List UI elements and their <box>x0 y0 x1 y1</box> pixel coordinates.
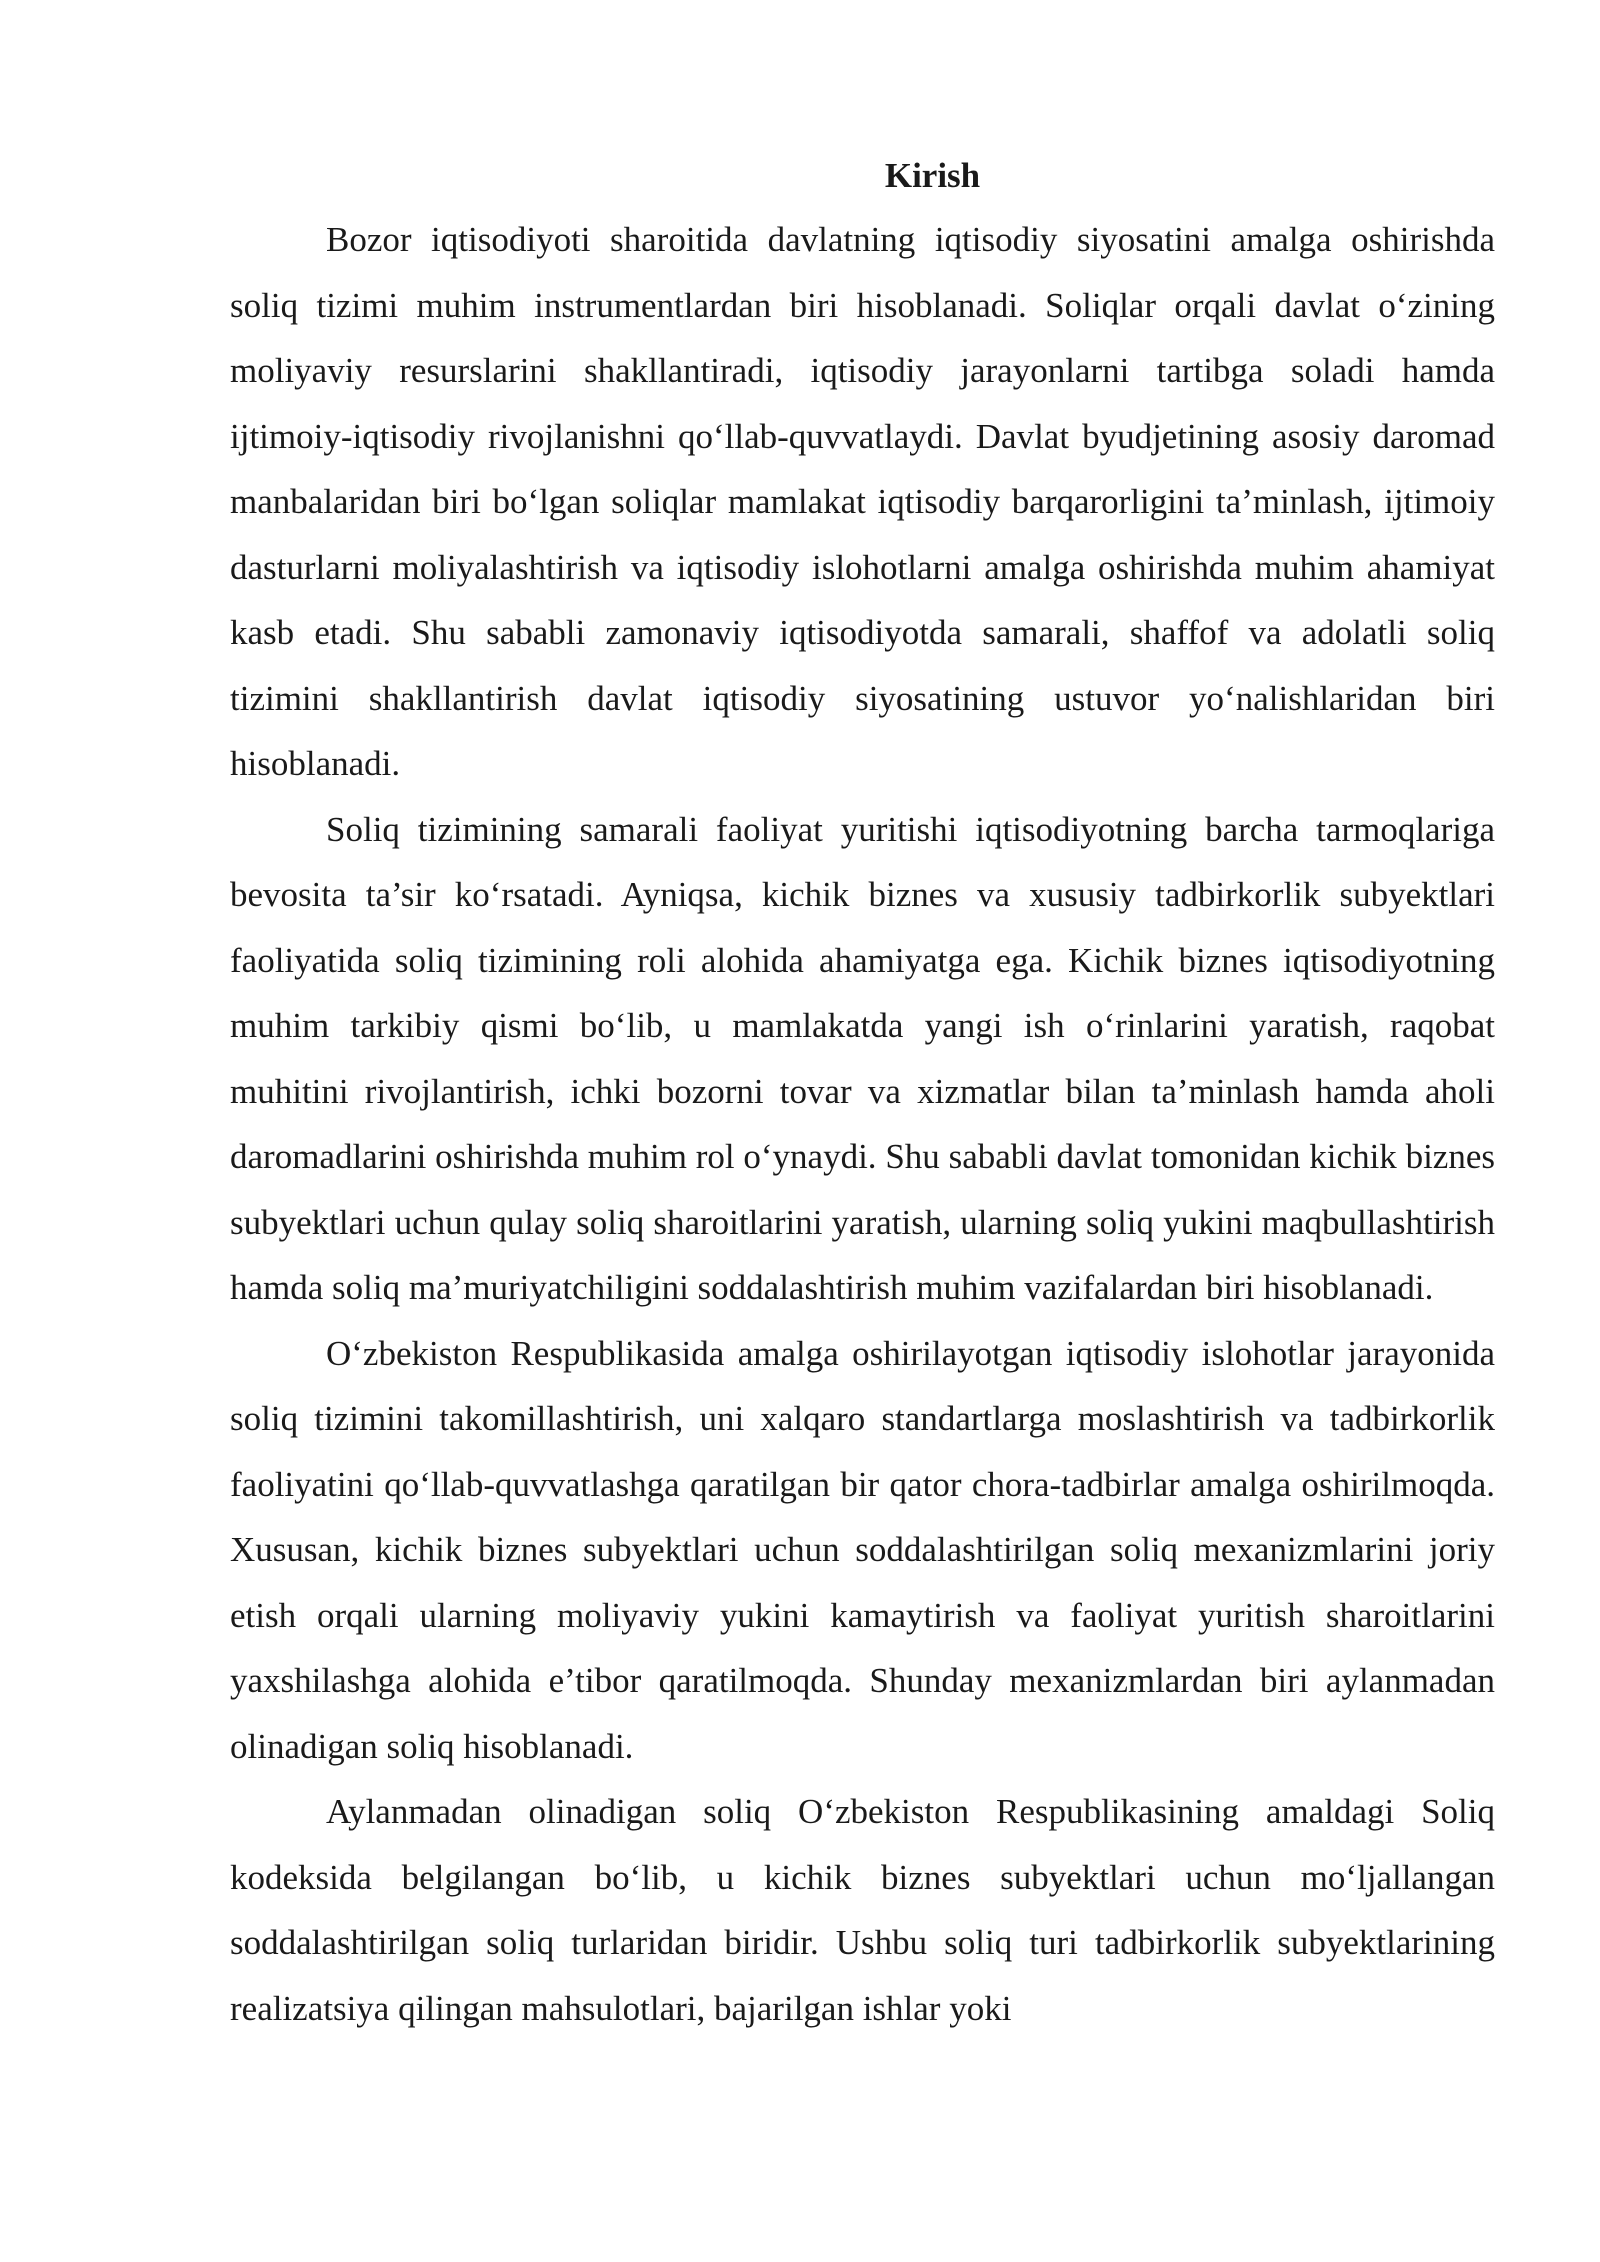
paragraph-4: Aylanmadan olinadigan soliq O‘zbekiston Respublikasining amaldagi Soliq kodeksida belgilangan bo‘lib, u kichik biznes subyektlari uchun mo‘ljallangan soddalashtirilgan soliq turlaridan biridir. Ushbu soliq turi tadbirkorlik subyektlarining realizatsiya qilingan mahsulotlari, bajarilgan ishlar yoki <box>230 1792 1495 2028</box>
paragraph-2: Soliq tizimining samarali faoliyat yuritishi iqtisodiyotning barcha tarmoqlariga bevosita ta’sir ko‘rsatadi. Ayniqsa, kichik biznes va xususiy tadbirkorlik subyektlari faoliyatida soliq tizimining roli alohida ahamiyatga ega. Kichik biznes iqtisodiyotning muhim tarkibiy qismi bo‘lib, u mamlakatda yangi ish o‘rinlarini yaratish, raqobat muhitini rivojlantirish, ichki bozorni tovar va xizmatlar bilan ta’minlash hamda aholi daromadlarini oshirishda muhim rol o‘ynaydi. Shu sababli davlat tomonidan kichik biznes subyektlari uchun qulay soliq sharoitlarini yaratish, ularning soliq yukini maqbullashtirish hamda soliq ma’muriyatchiligini soddalashtirish muhim vazifalardan biri hisoblanadi. <box>230 809 1495 1307</box>
paragraph-3: O‘zbekiston Respublikasida amalga oshirilayotgan iqtisodiy islohotlar jarayonida soliq tizimini takomillashtirish, uni xalqaro standartlarga moslashtirish va tadbirkorlik faoliyatini qo‘llab-quvvatlashga qaratilgan bir qator chora-tadbirlar amalga oshirilmoqda. Xususan, kichik biznes subyektlari uchun soddalashtirilgan soliq mexanizmlarini joriy etish orqali ularning moliyaviy yukini kamaytirish va faoliyat yuritish sharoitlarini yaxshilashga alohida e’tibor qaratilmoqda. Shunday mexanizmlardan biri aylanmadan olinadigan soliq hisoblanadi. <box>230 1333 1495 1766</box>
page-content <box>230 145 1495 2041</box>
paragraph-1: Bozor iqtisodiyoti sharoitida davlatning iqtisodiy siyosatini amalga oshirishda soliq tizimi muhim instrumentlardan biri hisoblanadi. Soliqlar orqali davlat o‘zining moliyaviy resurslarini shakllantiradi, iqtisodiy jarayonlarni tartibga soladi hamda ijtimoiy-iqtisodiy rivojlanishni qo‘llab-quvvatlaydi. Davlat byudjetining asosiy daromad manbalaridan biri bo‘lgan soliqlar mamlakat iqtisodiy barqarorligini ta’minlash, ijtimoiy dasturlarni moliyalashtirish va iqtisodiy islohotlarni amalga oshirishda muhim ahamiyat kasb etadi. Shu sababli zamonaviy iqtisodiyotda samarali, shaffof va adolatli soliq tizimini shakllantirish davlat iqtisodiy siyosatining ustuvor yo‘nalishlaridan biri hisoblanadi. <box>230 220 1495 783</box>
section-title: Kirish <box>884 156 981 195</box>
